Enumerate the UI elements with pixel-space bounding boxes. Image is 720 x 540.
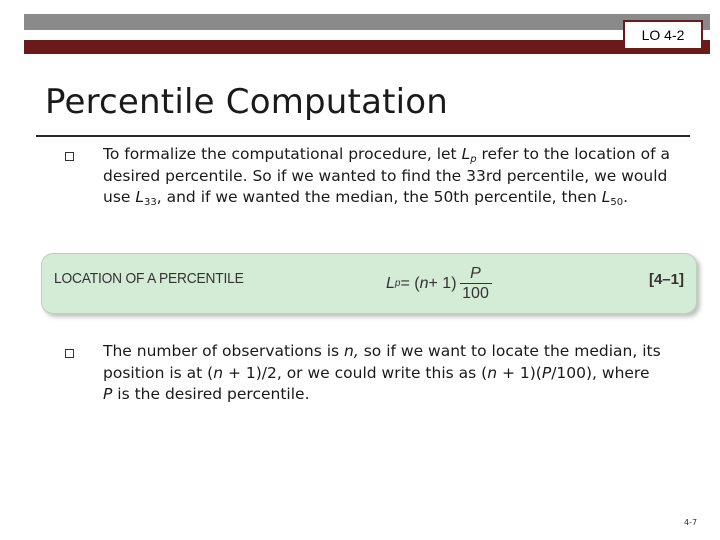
bullet-marker-1 <box>65 152 74 161</box>
equation-number: [4–1] <box>648 271 684 288</box>
slide-title: Percentile Computation <box>45 82 449 122</box>
top-grey-band <box>24 14 710 30</box>
learning-objective-tag <box>623 20 703 50</box>
top-decor-bar <box>24 14 710 44</box>
percentile-location-formula: L p = ( n + 1) $\frac{P}{100}$ <box>386 260 492 308</box>
callout-label: LOCATION OF A PERCENTILE <box>54 271 244 287</box>
title-divider <box>36 135 690 137</box>
bullet-marker-2 <box>65 349 74 358</box>
bullet-text-2: The number of observations is n, so if we want to locate the median, its position is at (n + 1)/2, or we could write this as (n + 1)(P/100), where P is the desired percentile. <box>103 342 661 403</box>
formula-callout-box <box>41 253 697 314</box>
lo-tag-label: LO 4-2 <box>641 27 685 43</box>
bullet-text-1: To formalize the computational procedure, let $L_p$ refer to the location of a desired percentile. So if we wanted to find the 33rd percentile, we would use $L_{33}$, and if we wanted the median, the 50th percentile, then $L_{50}$. <box>103 145 671 208</box>
formula-fraction: $\frac{P}{100}$ <box>460 265 492 304</box>
top-red-band <box>24 40 710 54</box>
page-number: 4-7 <box>684 518 698 527</box>
